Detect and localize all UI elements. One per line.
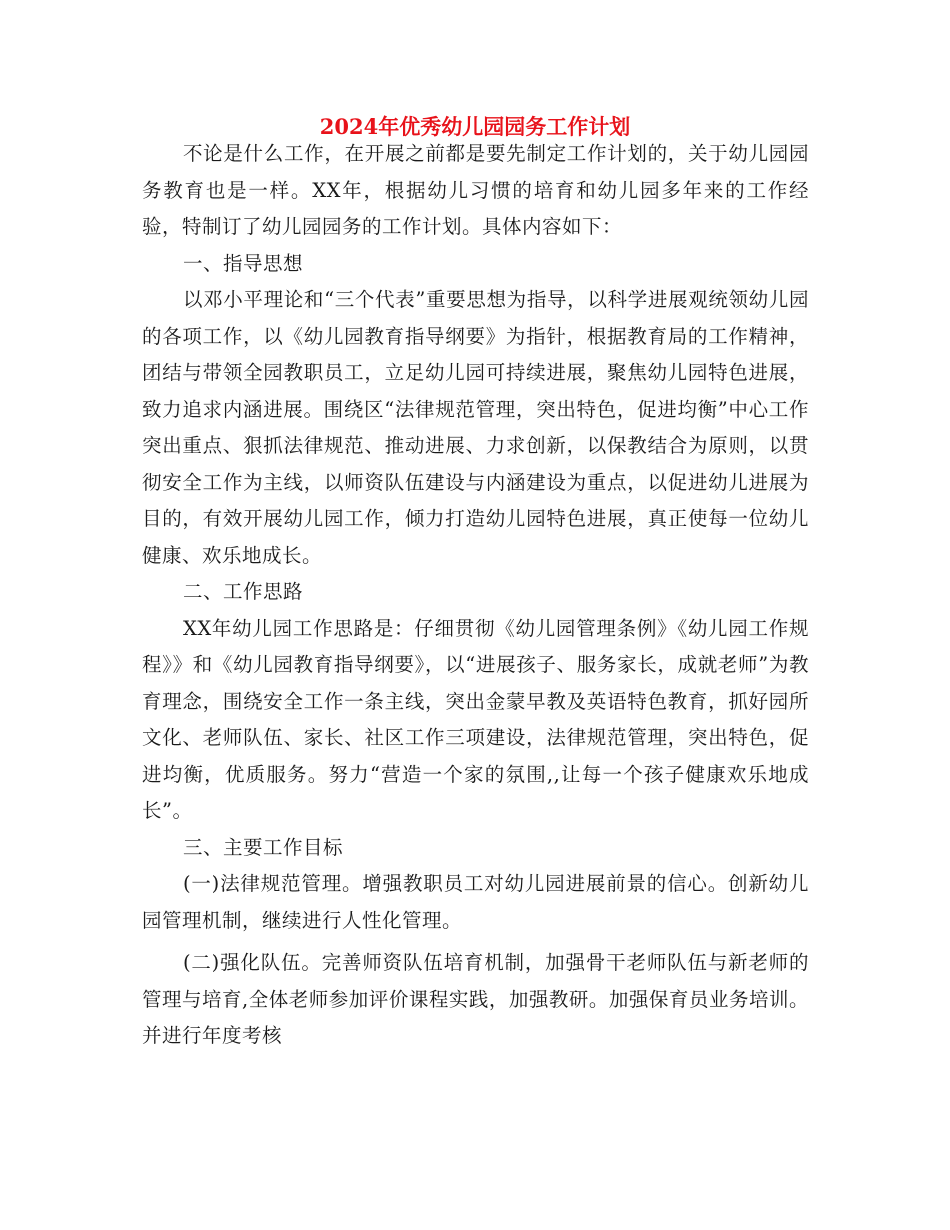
- goal-2-paragraph: (二)强化队伍。完善师资队伍培育机制，加强骨干老师队伍与新老师的管理与培育,全体老师参加评价课程实践，加强教研。加强保育员业务培训。并进行年度考核: [142, 951, 809, 1047]
- work-approach-paragraph: XX年幼儿园工作思路是：仔细贯彻《幼儿园管理条例》《幼儿园工作规程》》和《幼儿园教育指导纲要》，以“进展孩子、服务家长，成就老师”为教育理念，围绕安全工作一条主线，突出金蒙早教及英语特色教育，抓好园所文化、老师队伍、家长、社区工作三项建设，法律规范管理，突出特色，促进均衡，优质服务。努力“营造一个家的氛围,,让每一个孩子健康欢乐地成长”。: [142, 616, 809, 822]
- section-heading-main-goals: 三、主要工作目标: [182, 835, 343, 859]
- section-heading-guiding-ideology: 一、指导思想: [182, 251, 303, 275]
- document-body: [142, 136, 809, 1055]
- guiding-ideology-paragraph: 以邓小平理论和“三个代表”重要思想为指导，以科学进展观统领幼儿园的各项工作，以《幼儿园教育指导纲要》为指针，根据教育局的工作精神，团结与带领全园教职员工，立足幼儿园可持续进展，聚焦幼儿园特色进展，致力追求内涵进展。围绕区“法律规范管理，突出特色，促进均衡”中心工作突出重点、狠抓法律规范、推动进展、力求创新，以保教结合为原则，以贯彻安全工作为主线，以师资队伍建设与内涵建设为重点，以促进幼儿进展为目的，有效开展幼儿园工作，倾力打造幼儿园特色进展，真正使每一位幼儿健康、欢乐地成长。: [142, 288, 809, 567]
- section-heading-work-approach: 二、工作思路: [182, 580, 303, 603]
- document-title: 2024年优秀幼儿园园务工作计划: [319, 114, 631, 139]
- goal-1-paragraph: (一)法律规范管理。增强教职员工对幼儿园进展前景的信心。创新幼儿园管理机制，继续进行人性化管理。: [142, 872, 809, 932]
- intro-paragraph: 不论是什么工作，在开展之前都是要先制定工作计划的，关于幼儿园园务教育也是一样。XX年，根据幼儿习惯的培育和幼儿园多年来的工作经验，特制订了幼儿园园务的工作计划。具体内容如下：: [142, 142, 809, 238]
